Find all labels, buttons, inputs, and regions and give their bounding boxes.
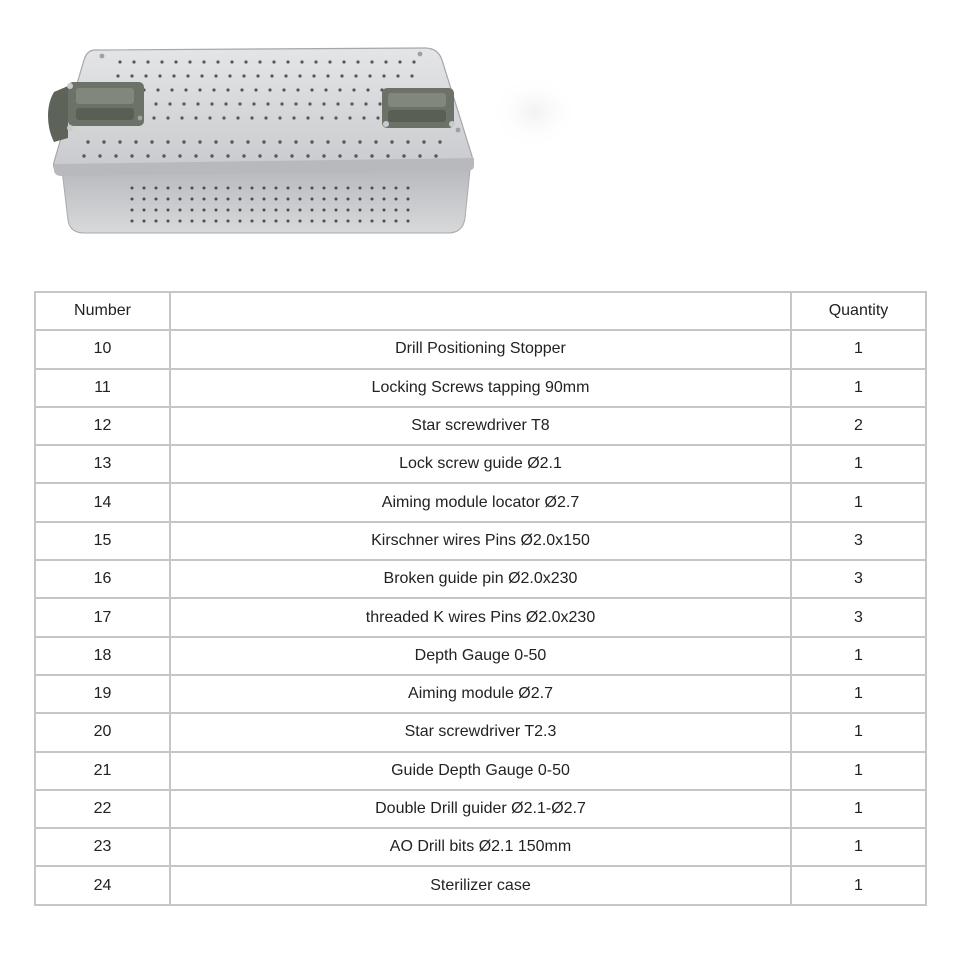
table-row	[35, 828, 926, 866]
cell-number: 21	[35, 752, 170, 790]
table-header-row	[35, 292, 926, 330]
table-row	[35, 598, 926, 636]
cell-quantity: 1	[791, 483, 926, 521]
cell-name: Drill Positioning Stopper	[170, 330, 791, 368]
table-row	[35, 483, 926, 521]
cell-name: Star screwdriver T8	[170, 407, 791, 445]
table-row	[35, 445, 926, 483]
cell-number: 24	[35, 866, 170, 904]
cell-quantity: 1	[791, 828, 926, 866]
cell-quantity: 3	[791, 598, 926, 636]
cell-quantity: 1	[791, 330, 926, 368]
cell-quantity: 3	[791, 522, 926, 560]
cell-name: Sterilizer case	[170, 866, 791, 904]
cell-name: AO Drill bits Ø2.1 150mm	[170, 828, 791, 866]
cell-number: 13	[35, 445, 170, 483]
table-row	[35, 866, 926, 904]
cell-quantity: 1	[791, 445, 926, 483]
table-row	[35, 752, 926, 790]
cell-number: 12	[35, 407, 170, 445]
parts-list-table	[34, 291, 927, 906]
right-latch	[382, 88, 455, 128]
cell-name: Kirschner wires Pins Ø2.0x150	[170, 522, 791, 560]
cell-number: 20	[35, 713, 170, 751]
table-row	[35, 369, 926, 407]
header-number: Number	[35, 292, 170, 330]
cell-name: Broken guide pin Ø2.0x230	[170, 560, 791, 598]
header-name	[170, 292, 791, 330]
cell-quantity: 1	[791, 752, 926, 790]
table-row	[35, 407, 926, 445]
cell-number: 17	[35, 598, 170, 636]
table-row	[35, 790, 926, 828]
cell-name: Double Drill guider Ø2.1-Ø2.7	[170, 790, 791, 828]
cell-quantity: 1	[791, 713, 926, 751]
cell-name: Depth Gauge 0-50	[170, 637, 791, 675]
cell-number: 19	[35, 675, 170, 713]
cell-quantity: 1	[791, 369, 926, 407]
cell-quantity: 2	[791, 407, 926, 445]
cell-number: 22	[35, 790, 170, 828]
cell-quantity: 1	[791, 637, 926, 675]
cell-name: Lock screw guide Ø2.1	[170, 445, 791, 483]
cell-number: 14	[35, 483, 170, 521]
table-row	[35, 675, 926, 713]
cell-name: Locking Screws tapping 90mm	[170, 369, 791, 407]
table-row	[35, 560, 926, 598]
cell-number: 23	[35, 828, 170, 866]
table-row	[35, 330, 926, 368]
cell-quantity: 1	[791, 790, 926, 828]
cell-quantity: 3	[791, 560, 926, 598]
table-row	[35, 713, 926, 751]
cell-quantity: 1	[791, 675, 926, 713]
cell-number: 11	[35, 369, 170, 407]
cell-number: 18	[35, 637, 170, 675]
cell-name: Aiming module Ø2.7	[170, 675, 791, 713]
cell-quantity: 1	[791, 866, 926, 904]
cell-name: Star screwdriver T2.3	[170, 713, 791, 751]
table-row	[35, 637, 926, 675]
cell-name: threaded K wires Pins Ø2.0x230	[170, 598, 791, 636]
cell-number: 16	[35, 560, 170, 598]
header-quantity: Quantity	[791, 292, 926, 330]
sterilizer-case-photo	[40, 30, 600, 260]
cell-name: Guide Depth Gauge 0-50	[170, 752, 791, 790]
cell-number: 15	[35, 522, 170, 560]
cell-number: 10	[35, 330, 170, 368]
table-row	[35, 522, 926, 560]
cell-name: Aiming module locator Ø2.7	[170, 483, 791, 521]
